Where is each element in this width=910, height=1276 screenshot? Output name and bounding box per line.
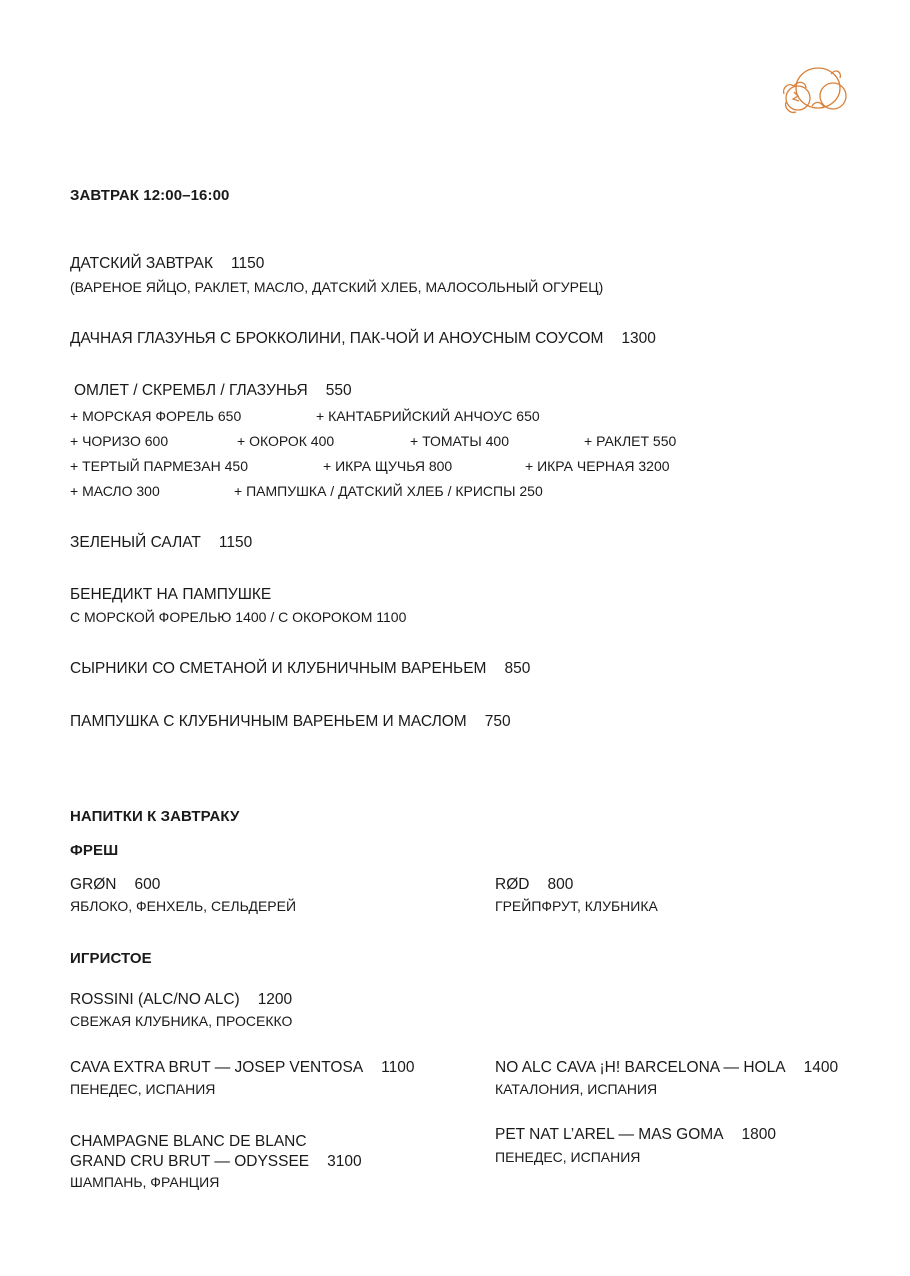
omelet-addon: + ТОМАТЫ 400 [410,433,509,449]
fresh-heading: ФРЕШ [70,842,119,859]
drinks-heading: НАПИТКИ К ЗАВТРАКУ [70,808,240,825]
benedict-item: БЕНЕДИКТ НА ПАМПУШКЕ [70,586,272,603]
item-price: 800 [547,876,574,893]
pet-nat-item [495,1126,776,1144]
item-price: 1200 [257,991,293,1008]
cava-description: ПЕНЕДЕС, ИСПАНИЯ [70,1081,216,1097]
omelet-addon: + ЧОРИЗО 600 [70,433,169,449]
omelet-addon: + ИКРА ЧЕРНАЯ 3200 [525,458,670,474]
syrniki-item [70,660,530,678]
item-name: ДАЧНАЯ ГЛАЗУНЬЯ С БРОККОЛИНИ, ПАК-ЧОЙ И АНОУСНЫМ СОУСОМ [70,330,604,347]
green-salad-item [70,534,252,552]
no-alc-cava-description: КАТАЛОНИЯ, ИСПАНИЯ [495,1081,658,1097]
pet-nat-description: ПЕНЕДЕС, ИСПАНИЯ [495,1149,641,1165]
item-price: 600 [134,876,161,893]
omelet-addon: + РАКЛЕТ 550 [584,433,677,449]
item-name: ОМЛЕТ / СКРЕМБЛ / ГЛАЗУНЬЯ [74,382,308,399]
item-name: ЗЕЛЕНЫЙ САЛАТ [70,534,201,551]
cava-item [70,1059,415,1077]
glazunya-item [70,330,656,348]
item-price: 1100 [381,1059,415,1076]
omelet-addon: + ОКОРОК 400 [237,433,335,449]
item-name: ROSSINI (ALC/NO ALC) [70,991,240,1008]
item-price: 1800 [741,1126,777,1143]
item-name: GRØN [70,876,117,893]
pampushka-item [70,713,511,731]
fruit-basket-logo-icon [776,62,850,116]
gron-item [70,876,160,894]
sparkling-heading: ИГРИСТОЕ [70,950,152,967]
rod-item [495,876,573,894]
rossini-item [70,991,292,1009]
omelet-addon: + МОРСКАЯ ФОРЕЛЬ 650 [70,408,242,424]
item-price: 3100 [327,1153,362,1170]
omelet-addon: + ПАМПУШКА / ДАТСКИЙ ХЛЕБ / КРИСПЫ 250 [234,483,543,499]
omelet-item [74,382,352,400]
item-price: 850 [504,660,531,677]
danish-breakfast-item [70,255,264,273]
item-price: 1150 [231,255,265,272]
omelet-addon: + ТЕРТЫЙ ПАРМЕЗАН 450 [70,458,248,474]
champagne-item-line1: CHAMPAGNE BLANC DE BLANC [70,1133,307,1150]
item-name: NO ALC CAVA ¡H! BARCELONA — HOLA [495,1059,786,1076]
item-price: 1150 [218,534,253,551]
rod-description: ГРЕЙПФРУТ, КЛУБНИКА [495,898,658,914]
champagne-item-line2 [70,1153,362,1171]
item-name: ПАМПУШКА С КЛУБНИЧНЫМ ВАРЕНЬЕМ И МАСЛОМ [70,713,467,730]
omelet-addon: + КАНТАБРИЙСКИЙ АНЧОУС 650 [316,408,540,424]
omelet-addon: + ИКРА ЩУЧЬЯ 800 [323,458,453,474]
item-name: RØD [495,876,530,893]
item-name: СЫРНИКИ СО СМЕТАНОЙ И КЛУБНИЧНЫМ ВАРЕНЬЕМ [70,660,487,677]
champagne-description: ШАМПАНЬ, ФРАНЦИЯ [70,1174,220,1190]
danish-breakfast-description: (ВАРЕНОЕ ЯЙЦО, РАКЛЕТ, МАСЛО, ДАТСКИЙ ХЛЕБ, МАЛОСОЛЬНЫЙ ОГУРЕЦ) [70,279,604,295]
item-price: 550 [325,382,352,399]
omelet-addon: + МАСЛО 300 [70,483,160,499]
breakfast-heading: ЗАВТРАК 12:00–16:00 [70,187,230,204]
benedict-description: С МОРСКОЙ ФОРЕЛЬЮ 1400 / С ОКОРОКОМ 1100 [70,609,407,625]
rossini-description: СВЕЖАЯ КЛУБНИКА, ПРОСЕККО [70,1013,293,1029]
item-price: 1300 [621,330,656,347]
item-name: CAVA EXTRA BRUT — JOSEP VENTOSA [70,1059,364,1076]
item-name: GRAND CRU BRUT — ODYSSEE [70,1153,310,1170]
no-alc-cava-item [495,1059,838,1077]
item-name: ДАТСКИЙ ЗАВТРАК [70,255,214,272]
item-name: PET NAT L’AREL — MAS GOMA [495,1126,724,1143]
item-price: 1400 [803,1059,839,1076]
gron-description: ЯБЛОКО, ФЕНХЕЛЬ, СЕЛЬДЕРЕЙ [70,898,297,914]
item-price: 750 [484,713,511,730]
